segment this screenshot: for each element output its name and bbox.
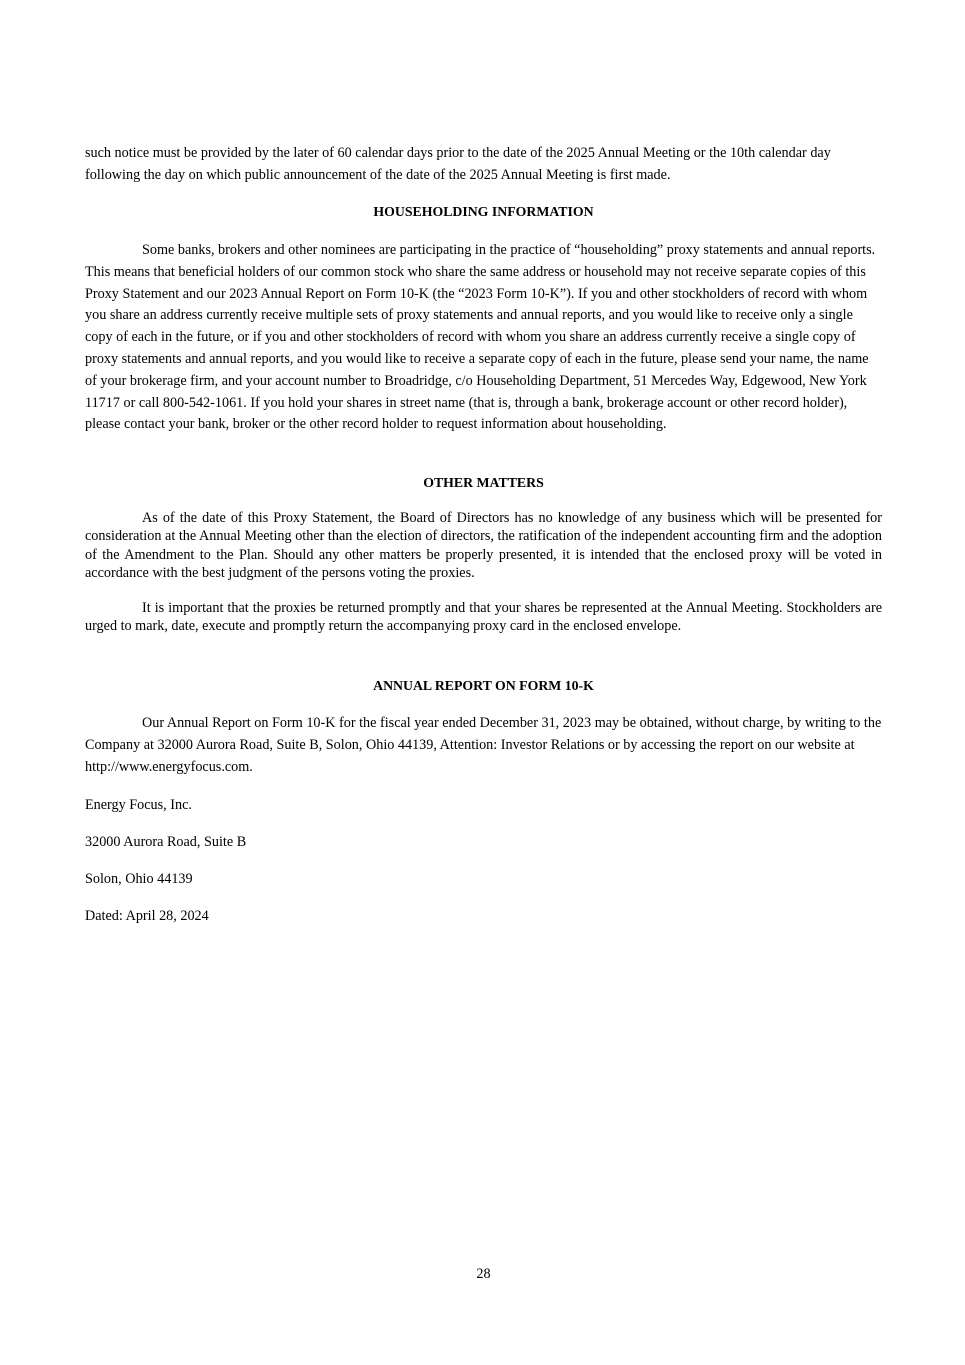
- other-matters-paragraph-1: As of the date of this Proxy Statement, the Board of Directors has no knowledge of any business which will be presented for consideration at the Annual Meeting other than the election of directors, the ratification of the independent accounting firm and the adoption of the Amendment to the Plan. Should any other matters be properly presented, it is intended that the enclosed proxy will be voted in accordance with the best judgment of the persons voting the proxies.: [85, 510, 882, 581]
- signature-company: Energy Focus, Inc.: [85, 797, 192, 813]
- householding-paragraph: Some banks, brokers and other nominees are participating in the practice of “householding” proxy statements and annual reports. This means that beneficial holders of our common stock who share the same address or household may not receive separate copies of this Proxy Statement and our 2023 Annual Report on Form 10-K (the “2023 Form 10-K”). If you and other stockholders of record with whom you share an address currently receive multiple sets of proxy statements and annual reports, and you would like to receive only a single copy of each in the future, or if you and other stockholders of record with whom you share an address currently receive a single copy of proxy statements and annual reports, and you would like to receive a separate copy of each in the future, please send your name, the name of your brokerage firm, and your account number to Broadridge, c/o Householding Department, 51 Mercedes Way, Edgewood, New York 11717 or call 800-542-1061. If you hold your shares in street name (that is, through a bank, brokerage account or other record holder), please contact your bank, broker or the other record holder to request information about householding.: [85, 242, 876, 433]
- signature-dated: Dated: April 28, 2024: [85, 908, 209, 924]
- other-matters-paragraph-2: It is important that the proxies be returned promptly and that your shares be represented at the Annual Meeting. Stockholders are urged to mark, date, execute and promptly return the accompanying proxy card in the enclosed envelope.: [85, 600, 882, 635]
- signature-city: Solon, Ohio 44139: [85, 871, 193, 887]
- other-matters-heading: OTHER MATTERS: [423, 475, 544, 490]
- annual-report-heading: ANNUAL REPORT ON FORM 10-K: [373, 678, 594, 693]
- page-number: 28: [476, 1266, 491, 1282]
- intro-paragraph: such notice must be provided by the later of 60 calendar days prior to the date of the 2025 Annual Meeting or the 10th calendar day following the day on which public announcement of the date of the 2025 Annual Meeting is first made.: [85, 145, 831, 183]
- householding-heading: HOUSEHOLDING INFORMATION: [373, 204, 594, 219]
- annual-report-paragraph: Our Annual Report on Form 10-K for the fiscal year ended December 31, 2023 may be obtained, without charge, by writing to the Company at 32000 Aurora Road, Suite B, Solon, Ohio 44139, Attention: Investor Relations or by accessing the report on our website at http://www.energyfocus.com.: [85, 715, 882, 775]
- signature-street: 32000 Aurora Road, Suite B: [85, 834, 247, 850]
- document-page: [85, 0, 882, 1365]
